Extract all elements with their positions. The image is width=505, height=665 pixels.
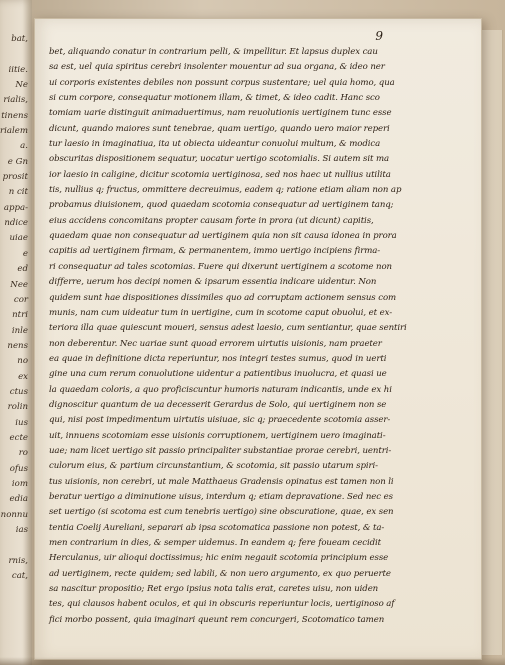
text-line: quaedam quae non consequatur ad uertiginem quia non sit causa idonea in prora — [49, 231, 397, 242]
edge-fragment: rnis, — [8, 555, 28, 566]
text-line: tis, nullius q; fructus, ommittere decreuimus, eadem q; ratione etiam aliam non ap — [49, 185, 402, 196]
edge-fragment: ro — [18, 448, 28, 459]
previous-page-edge — [0, 0, 32, 665]
text-line: ior laesio in caligine, dicitur scotomia uertiginosa, sed nos haec ut nullius utilita — [49, 169, 391, 180]
text-line: men contrarium in dies, & semper uidemus. In eandem q; fere foueam cecidit — [49, 538, 382, 548]
text-line: dignoscitur quantum de ua decesserit Gerardus de Solo, qui uertiginem non se — [49, 399, 387, 410]
text-line: differre, uerum hos decipi nomen & ipsarum essentia indicare uidentur. Non — [49, 277, 377, 288]
text-line: Herculanus, uir alioqui doctissimus; hic enim negauit scotomia principium esse — [49, 553, 389, 564]
previous-page-text — [0, 32, 30, 584]
text-line: quidem sunt hae dispositiones dissimiles quo ad corruptam actionem sensus com — [49, 292, 397, 303]
body-text — [49, 45, 409, 628]
edge-fragment: tinens — [1, 110, 28, 121]
bottom-shadow — [0, 657, 505, 665]
edge-fragment: nonnu — [0, 509, 28, 520]
edge-fragment: rolin — [7, 402, 28, 413]
page-number: 9 — [375, 29, 383, 43]
text-line: ui corporis existentes debiles non possunt corpus sustentare; uel quia homo, qua — [49, 77, 395, 88]
text-line: la quaedam coloris, a quo proficiscuntur humoris naturam indicantis, unde ex hi — [49, 384, 392, 395]
text-line: tes, qui clausos habent oculos, et qui in obscuris reperiuntur locis, uertiginoso af — [49, 599, 395, 610]
text-line: teriora illa quae quiescunt moueri, sensus adest laesio, cum sentiantur, quae sentiri — [49, 323, 407, 334]
text-line: beratur uertigo a diminutione uisus, interdum q; etiam depravatione. Sed nec es — [49, 491, 393, 502]
text-line: culorum eius, & partium circunstantium, & scotomia, sit passio utarum spiri- — [49, 461, 378, 472]
edge-fragment: ius — [15, 417, 28, 428]
edge-fragment: ctus — [9, 386, 28, 397]
text-line: tur laesio in imaginatiua, ita ut obiecta uideantur conuolui multum, & modica — [49, 139, 381, 150]
edge-fragment: Ne — [15, 80, 28, 91]
edge-fragment: cor — [13, 294, 28, 305]
edge-fragment — [0, 538, 28, 553]
text-line: tus uisionis, non cerebri, ut male Matthaeus Gradensis opinatus est tamen non li — [49, 476, 394, 487]
text-line: ri consequatur ad tales scotomias. Fuere qui dixerunt uertiginem a scotome non — [49, 261, 392, 272]
edge-fragment: ed — [17, 264, 28, 275]
edge-fragment: rialis, — [3, 95, 28, 106]
edge-fragment: ecte — [9, 432, 28, 443]
text-line: gine una cum rerum conuolutione uidentur a patientibus inuolucra, et quasi ue — [49, 369, 387, 380]
text-line: ad uertiginem, recte quidem; sed labili, & non uero argumento, ex quo peruerte — [49, 568, 391, 579]
edge-fragment: prosit — [2, 172, 28, 183]
edge-fragment: ias — [15, 525, 28, 535]
text-line: eius accidens concomitans propter causam forte in prora (ut dicunt) capitis, — [49, 215, 374, 226]
edge-fragment: n cit — [8, 187, 28, 198]
text-line: capitis ad uertiginem firmam, & permanentem, immo uertigo incipiens firma- — [49, 246, 381, 257]
edge-fragment: ntri — [12, 310, 28, 321]
edge-fragment: rialem — [0, 126, 28, 137]
text-line: set uertigo (si scotoma est cum tenebris uertigo) sine obscuratione, quae, ex sen — [49, 507, 394, 518]
text-line: probamus diuisionem, quod quaedam scotomia consequatur ad uertiginem tanq; — [49, 200, 394, 211]
text-line: uae; nam licet uertigo sit passio principaliter substantiae prorae cerebri, uentri- — [49, 445, 392, 456]
text-line: tomiam uarie distinguit animaduertimus, nam reuolutionis uertiginem tunc esse — [49, 108, 392, 119]
edge-fragment: e Gn — [7, 156, 28, 167]
edge-fragment: ofus — [9, 463, 28, 474]
text-line: non deberentur. Nec uariae sunt quoad errorem uirtutis uisionis, nam praeter — [49, 338, 382, 349]
edge-fragment — [0, 47, 28, 62]
edge-fragment: e — [22, 248, 28, 259]
text-line: qui, nisi post impedimentum uirtutis uisiuae, sic q; praecedente scotomia asser- — [49, 415, 391, 426]
text-line: tentia Coelij Aureliani, separari ab ipsa scotomatica passione non potest, & ta- — [49, 522, 385, 533]
edge-fragment: bat, — [11, 34, 28, 44]
edge-fragment: iitie. — [8, 64, 28, 75]
text-line: dicunt, quando maiores sunt tenebrae, quam uertigo, quando uero maior reperi — [49, 123, 390, 134]
edge-fragment: ndice — [4, 218, 28, 229]
edge-fragment: nens — [7, 340, 28, 351]
text-line: munis, nam cum uideatur tum in uertigine, cum in scotome caput obuolui, et ex- — [49, 307, 393, 318]
edge-fragment: ex — [18, 371, 28, 382]
text-line: obscuritas dispositionem sequatur, uocatur uertigo scotomialis. Si autem sit ma — [49, 154, 390, 165]
text-line: uit, innuens scotomiam esse uisionis corruptionem, uertiginem uero imaginati- — [49, 430, 386, 441]
text-line: fici morbo possent, quia imaginari queunt rem concurgeri, Scotomatico tamen — [49, 614, 385, 625]
edge-fragment: Nee — [10, 279, 28, 290]
edge-fragment: a. — [20, 141, 28, 152]
text-line: ea quae in definitione dicta reperiuntur, nos integri testes sumus, quod in uerti — [49, 353, 387, 364]
text-line: sa nascitur propositio; Ret ergo ipsius nota talis erat, caretes uisu, non uiden — [49, 584, 379, 595]
edge-fragment: iom — [11, 478, 28, 489]
text-line: sa est, uel quia spiritus cerebri insolenter mouentur ad sua organa, & ideo ner — [49, 62, 385, 73]
edge-fragment: uiae — [9, 233, 28, 244]
edge-fragment: inle — [11, 325, 28, 336]
text-line: si cum corpore, consequatur motionem illam, & timet, & ideo cadit. Hanc sco — [49, 93, 380, 104]
text-line: bet, aliquando conatur in contrarium pelli, & impellitur. Et lapsus duplex cau — [49, 47, 378, 57]
edge-fragment: no — [17, 356, 28, 367]
edge-fragment: edia — [9, 494, 28, 505]
edge-fragment: appa- — [3, 202, 28, 213]
book-page — [34, 18, 482, 660]
edge-fragment: cat, — [11, 571, 28, 582]
